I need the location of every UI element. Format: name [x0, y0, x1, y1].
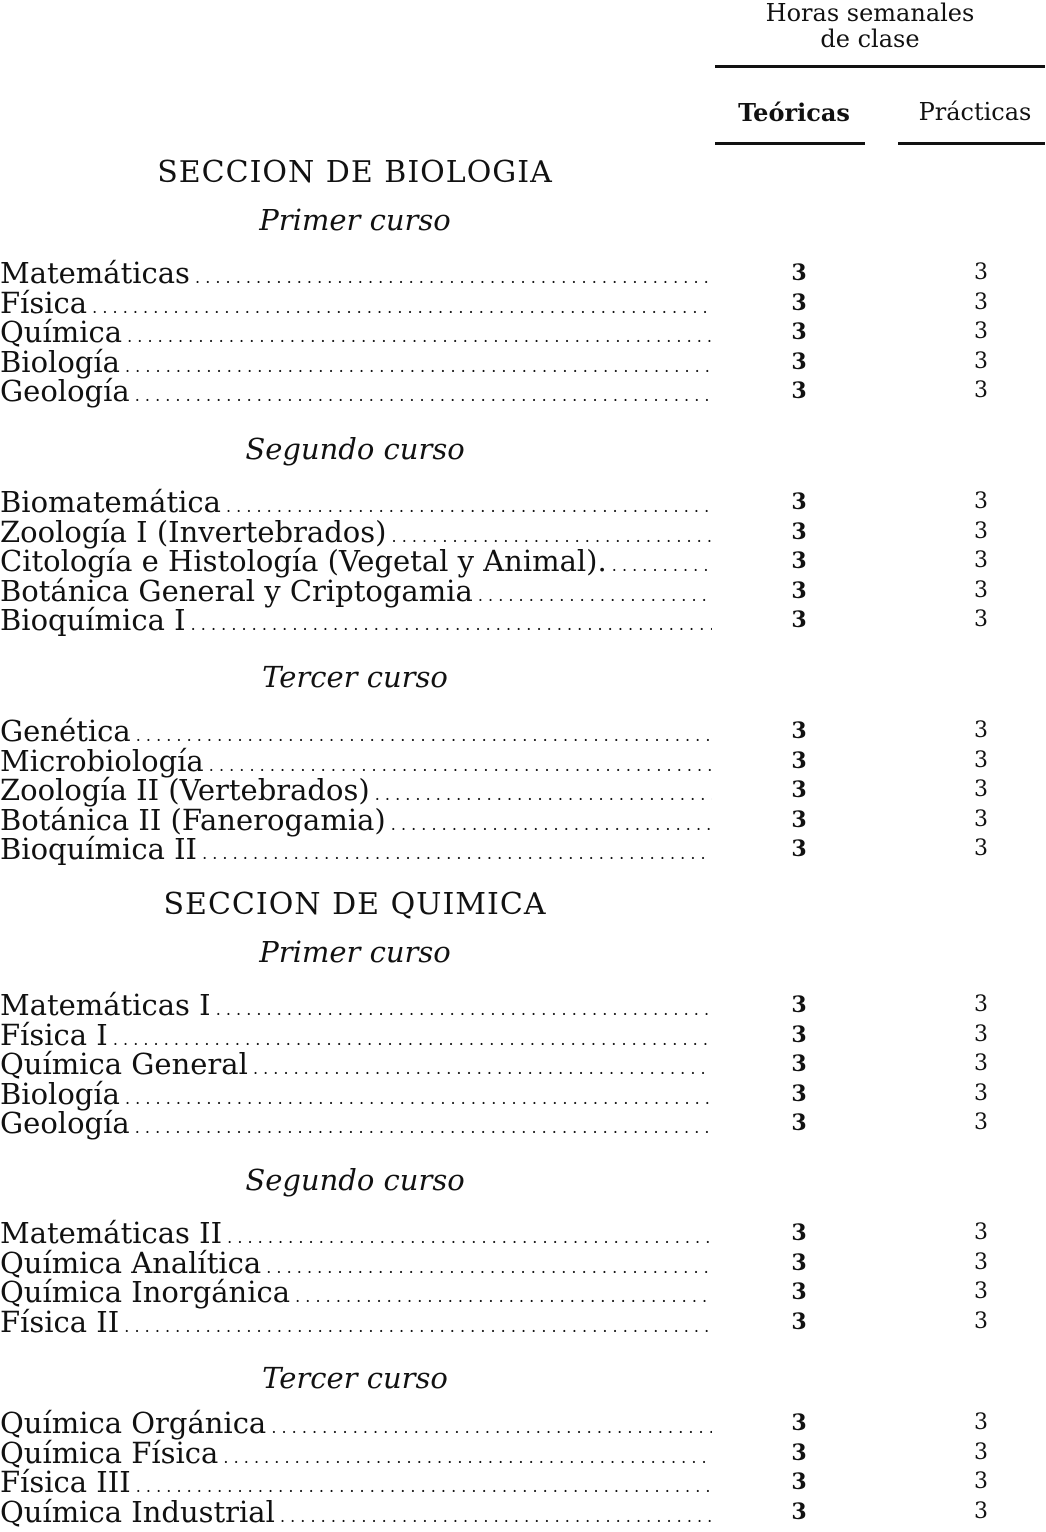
subject-row	[0, 1248, 1046, 1278]
practicas-hours: 3	[974, 747, 988, 773]
teoricas-hours: 3	[791, 289, 807, 316]
subject-name: Química Industrial . . .	[0, 1497, 712, 1532]
practicas-hours: 3	[974, 378, 988, 403]
subject-row	[0, 347, 1046, 377]
teoricas-hours: 3	[791, 747, 807, 774]
practicas-hours: 3	[974, 718, 988, 743]
teoricas-hours: 3	[791, 1051, 807, 1077]
header-rule	[715, 65, 1045, 68]
teoricas-hours: 3	[791, 1110, 807, 1136]
subject-name: Geología . . .	[0, 376, 712, 411]
teoricas-hours: 3	[791, 607, 807, 633]
teoricas-hours: 3	[791, 836, 807, 862]
course-title: Segundo curso	[245, 1163, 465, 1197]
hours-header-line1: Horas semanales	[765, 0, 975, 27]
subject-row	[0, 746, 1046, 776]
practicas-hours: 3	[974, 1110, 988, 1135]
practicas-hours: 3	[974, 577, 988, 603]
subject-row	[0, 258, 1046, 288]
practicas-hours: 3	[974, 607, 988, 632]
subject-name: Matemáticas II . . .	[0, 1218, 712, 1253]
subject-name: Botánica General y Criptogamia . . .	[0, 576, 712, 611]
teoricas-hours: 3	[791, 577, 807, 604]
teoricas-hours: 3	[791, 518, 807, 545]
teoricas-hours: 3	[791, 1080, 807, 1107]
course-title: Tercer curso	[262, 660, 448, 694]
subject-name: Zoología II (Vertebrados) . . .	[0, 775, 712, 810]
subject-row	[0, 1467, 1046, 1497]
subject-row	[0, 1277, 1046, 1307]
teoricas-hours: 3	[791, 1498, 807, 1525]
subject-name: Biología . . .	[0, 347, 712, 382]
practicas-hours: 3	[974, 1021, 988, 1047]
practicas-hours: 3	[974, 289, 988, 315]
teoricas-rule	[715, 142, 865, 145]
practicas-hours: 3	[974, 1279, 988, 1304]
practicas-hours: 3	[974, 1439, 988, 1465]
course-title: Primer curso	[259, 203, 451, 237]
teoricas-hours: 3	[791, 992, 807, 1018]
subject-name: Biología . . .	[0, 1079, 712, 1114]
subject-name: Geología . . .	[0, 1108, 712, 1143]
practicas-hours: 3	[974, 1410, 988, 1435]
teoricas-hours: 3	[791, 718, 807, 744]
practicas-hours: 3	[974, 348, 988, 374]
subject-name: Matemáticas I . . .	[0, 990, 712, 1025]
subject-name: Física II . . .	[0, 1307, 712, 1342]
teoricas-hours: 3	[791, 806, 807, 833]
teoricas-hours: 3	[791, 1021, 807, 1048]
teoricas-hours: 3	[791, 1279, 807, 1305]
subject-row	[0, 775, 1046, 805]
subject-row	[0, 1497, 1046, 1527]
teoricas-hours: 3	[791, 1410, 807, 1436]
teoricas-hours: 3	[791, 777, 807, 803]
course-title: Segundo curso	[245, 432, 465, 466]
practicas-hours: 3	[974, 260, 988, 285]
subject-name: Química General . . .	[0, 1049, 712, 1084]
practicas-hours: 3	[974, 1469, 988, 1494]
teoricas-hours: 3	[791, 1439, 807, 1466]
teoricas-hours: 3	[791, 1469, 807, 1495]
teoricas-hours: 3	[791, 319, 807, 345]
teoricas-hours: 3	[791, 348, 807, 375]
column-header-teoricas: Teóricas	[738, 98, 850, 127]
subject-name: Botánica II (Fanerogamia) . . .	[0, 805, 712, 840]
section-title: SECCION DE BIOLOGIA	[157, 155, 553, 190]
subject-name: Microbiología . . .	[0, 746, 712, 781]
subject-row	[0, 1438, 1046, 1468]
subject-row	[0, 517, 1046, 547]
hours-header-line2: de clase	[820, 25, 920, 53]
subject-name: Química . . .	[0, 317, 712, 352]
course-title: Primer curso	[259, 935, 451, 969]
practicas-hours: 3	[974, 1080, 988, 1106]
section-title: SECCION DE QUIMICA	[163, 887, 547, 922]
teoricas-hours: 3	[791, 1220, 807, 1246]
teoricas-hours: 3	[791, 548, 807, 574]
subject-row	[0, 1307, 1046, 1337]
practicas-hours: 3	[974, 1308, 988, 1334]
subject-row	[0, 1079, 1046, 1109]
practicas-hours: 3	[974, 777, 988, 802]
subject-name: Biomatemática . . .	[0, 487, 712, 522]
practicas-hours: 3	[974, 992, 988, 1017]
practicas-hours: 3	[974, 1220, 988, 1245]
subject-row	[0, 1218, 1046, 1248]
subject-name: Física I . . .	[0, 1020, 712, 1055]
subject-row	[0, 1020, 1046, 1050]
subject-row	[0, 376, 1046, 406]
subject-name: Física III . . .	[0, 1467, 712, 1502]
subject-row	[0, 288, 1046, 318]
course-title: Tercer curso	[262, 1361, 448, 1395]
practicas-rule	[898, 142, 1045, 145]
subject-row	[0, 605, 1046, 635]
subject-name: Zoología I (Invertebrados) . . .	[0, 517, 712, 552]
subject-name: Genética . . .	[0, 716, 712, 751]
teoricas-hours: 3	[791, 489, 807, 515]
practicas-hours: 3	[974, 548, 988, 573]
subject-name: Citología e Histología (Vegetal y Animal). . . .	[0, 546, 712, 581]
teoricas-hours: 3	[791, 1308, 807, 1335]
subject-row	[0, 576, 1046, 606]
practicas-hours: 3	[974, 836, 988, 861]
practicas-hours: 3	[974, 319, 988, 344]
teoricas-hours: 3	[791, 378, 807, 404]
teoricas-hours: 3	[791, 260, 807, 286]
subject-name: Bioquímica II . . .	[0, 834, 712, 869]
subject-row	[0, 805, 1046, 835]
subject-name: Física . . .	[0, 288, 712, 323]
subject-name: Química Física . . .	[0, 1438, 712, 1473]
practicas-hours: 3	[974, 1051, 988, 1076]
subject-row	[0, 1408, 1046, 1438]
practicas-hours: 3	[974, 489, 988, 514]
teoricas-hours: 3	[791, 1249, 807, 1276]
subject-row	[0, 546, 1046, 576]
practicas-hours: 3	[974, 806, 988, 832]
subject-row	[0, 990, 1046, 1020]
subject-row	[0, 1049, 1046, 1079]
subject-name: Química Orgánica . . .	[0, 1408, 712, 1443]
practicas-hours: 3	[974, 1249, 988, 1275]
subject-name: Química Inorgánica . . .	[0, 1277, 712, 1312]
practicas-hours: 3	[974, 1498, 988, 1524]
practicas-hours: 3	[974, 518, 988, 544]
subject-row	[0, 716, 1046, 746]
subject-row	[0, 317, 1046, 347]
subject-name: Química Analítica . . .	[0, 1248, 712, 1283]
subject-row	[0, 834, 1046, 864]
column-header-practicas: Prácticas	[918, 98, 1032, 126]
subject-name: Matemáticas . . .	[0, 258, 712, 293]
subject-row	[0, 1108, 1046, 1138]
hours-header	[740, 0, 1000, 52]
subject-name: Bioquímica I . . .	[0, 605, 712, 640]
subject-row	[0, 487, 1046, 517]
